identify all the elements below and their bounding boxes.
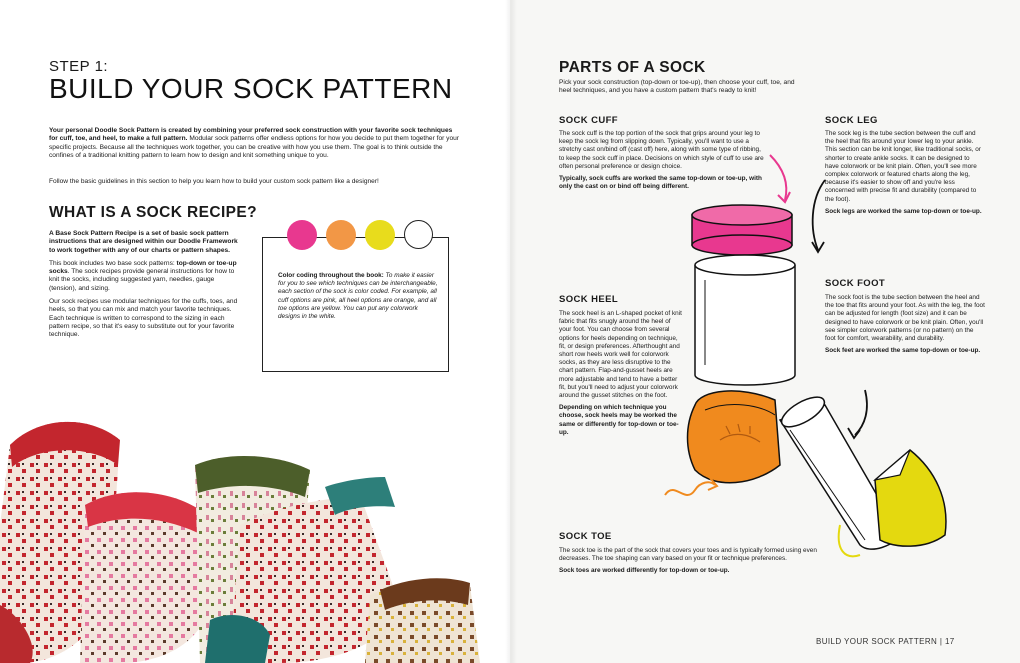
intro-bold-text: Your personal Doodle Sock Pattern is created by combining your preferred sock construction with your favorite sock techniques for cuff, toe, and heel, to make a full pattern. [49, 127, 453, 143]
cuff-arrow-icon [770, 155, 786, 200]
recipe-p2 [49, 260, 243, 293]
heel-bold: Depending on which technique you choose, sock heels may be worked the same or differently for top-down or toe-up. [559, 404, 679, 436]
sock-parts-diagram [660, 150, 1020, 570]
white-dot [404, 220, 433, 249]
cuff-heading: SOCK CUFF [559, 115, 619, 126]
leg-shape [695, 255, 795, 385]
color-coding-text [278, 272, 438, 321]
leg-arrow-icon [813, 180, 825, 250]
heel-text: The sock heel is an L-shaped pocket of knit fabric that fits snugly around the heel of your foot. You can choose from several options for heels depending on technique, fit, or design preferences. Afterthought and short row heels work well for colorwork socks, as they are less disruptive to the chart pattern. Flap-and-gusset heels are more adjustable and tend to have a better fit, but you'll need to adjust your colorwork around the gusset stitches on the foot. [559, 310, 682, 400]
parts-body: Pick your sock construction (top-down or toe-up), then choose your cuff, toe, and heel techniques, and you have a custom pattern that's ready to knit! [559, 79, 795, 95]
pink-dot [287, 220, 317, 250]
yellow-dot [365, 220, 395, 250]
heel-heading: SOCK HEEL [559, 294, 619, 305]
page-gutter [505, 0, 517, 663]
leg-bold: Sock legs are worked the same top-down or toe-up. [825, 207, 982, 215]
page-title: BUILD YOUR SOCK PATTERN [49, 73, 453, 104]
recipe-p3: Our sock recipes use modular techniques for the cuffs, toes, and heels, so that you can mix and match your favorite techniques. Each technique is written to correspond to the sizing in each pattern recipe, so that it's easy to substitute out for your favorite technique. [49, 298, 238, 339]
foot-text: The sock foot is the tube section between the heel and the toe that fits around your foot. As with the leg, the foot can be adjusted for length (foot size) and it can be designed to have colorwork or be knit plain. Often, you'll see simpler colorwork patterns (or no pattern) on the foot for comfort, wearability, and durability. [825, 294, 985, 343]
recipe-p1: A Base Sock Pattern Recipe is a set of basic sock pattern instructions that are designed within our Doodle Framework to work together with any of our charts or pattern shapes. [49, 230, 238, 254]
foot-heading: SOCK FOOT [825, 278, 886, 289]
cuff-bold: Typically, sock cuffs are worked the same top-down or toe-up, with only the cast on or bind off being different. [559, 175, 762, 191]
page-footer: BUILD YOUR SOCK PATTERN | 17 [816, 637, 955, 646]
toe-heading: SOCK TOE [559, 531, 612, 542]
toe-text: The sock toe is the part of the sock that covers your toes and is typically formed using even decreases. The toe shaping can vary based on your fit or technique preferences. [559, 547, 817, 563]
orange-dot [326, 220, 356, 250]
recipe-p2-text-b: . The sock recipes provide general instructions for how to knit the socks, including suggested yarn, needles, gauge (tension), and sizing. [49, 268, 235, 292]
leg-heading: SOCK LEG [825, 115, 878, 126]
toe-shape [875, 450, 946, 546]
toe-bold: Sock toes are worked differently for top-down or toe-up. [559, 567, 730, 575]
cuff-text: The sock cuff is the top portion of the sock that grips around your leg to keep the sock leg from slipping down. Typically, you'll want to use a stretchy cast on/bind off (cast off) here, along with some type of ribbing, to keep the sock cuff in place. Decisions on which style of cuff to use are often personal preference or design choice. [559, 130, 764, 170]
color-coding-italic: To make it easier for you to see which techniques can be interchangeable, each section of the sock is color coded. For example, all cuff options are pink, all heel options are orange, and all toe options are yellow. You can put any colorwork designs in the white. [278, 272, 438, 321]
intro-paragraph [49, 127, 459, 160]
heel-shape [688, 391, 781, 483]
recipe-heading: WHAT IS A SOCK RECIPE? [49, 204, 258, 221]
color-coding-bold: Color coding throughout the book: [278, 272, 384, 279]
parts-heading: PARTS OF A SOCK [559, 59, 706, 76]
recipe-p2-text-a: This book includes two base sock patterns: [49, 259, 177, 267]
recipe-p2-bold: top-down or toe-up socks [49, 259, 237, 276]
intro-text: Modular sock patterns offer endless options for how you decide to put them together for your specific projects. Because all the techniques work together, you can be creative with how you use them. The goal is to think outside the confines of a traditional knitting pattern to learn how to design and knit something unique to you. [49, 135, 459, 159]
color-dots [287, 220, 433, 250]
heel-arrow-icon [665, 482, 715, 495]
socks-photo [0, 405, 500, 663]
leg-text: The sock leg is the tube section between the cuff and the heel that fits around your lower leg to your ankle. This section can be knit longer, like traditional socks, or shorter to create ankle socks. It can be designed to have colorwork or be knit plain. Often, you'll see more complex colorwork or featured charts along the leg, because it's easier to show off and you're less concerned with precise fit and durability (compared to the foot). [825, 130, 981, 203]
recipe-body [49, 230, 243, 345]
step-label: STEP 1: [49, 58, 109, 75]
foot-bold: Sock feet are worked the same top-down or toe-up. [825, 347, 981, 355]
follow-paragraph: Follow the basic guidelines in this section to help you learn how to build your custom sock pattern like a designer! [49, 178, 379, 185]
cuff-shape [692, 205, 792, 255]
foot-arrow-icon [855, 390, 867, 435]
